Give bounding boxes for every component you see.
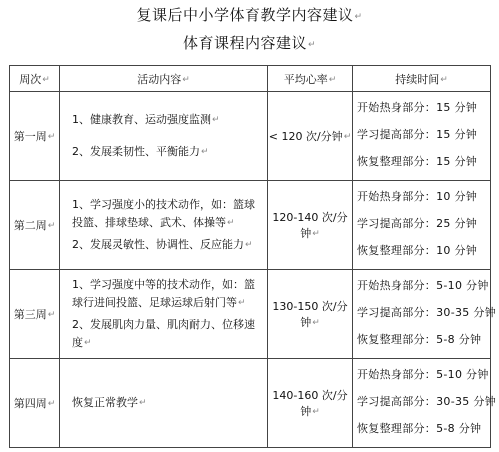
activity-item <box>72 196 263 232</box>
duration-cell <box>353 92 491 181</box>
paragraph-mark-icon: ↵ <box>354 12 363 22</box>
activity-item <box>72 111 263 129</box>
heart-rate-cell <box>268 92 353 181</box>
week-cell <box>10 270 60 359</box>
duration-item: 恢复整理部分：15 分钟 <box>357 155 478 168</box>
duration-item: 开始热身部分：15 分钟 <box>357 101 478 114</box>
duration-cell <box>353 181 491 270</box>
heart-rate-value: < 120 次/分钟 <box>268 130 343 143</box>
header-week-label: 周次 <box>19 72 42 86</box>
paragraph-mark-icon: ↵ <box>139 398 147 408</box>
paragraph-mark-icon: ↵ <box>312 229 320 239</box>
paragraph-mark-icon: ↵ <box>343 132 352 142</box>
paragraph-mark-icon: ↵ <box>47 221 56 231</box>
heart-rate-value: 140-160 次/分钟 <box>272 389 348 418</box>
table-row <box>10 92 491 181</box>
heart-rate-value: 120-140 次/分钟 <box>272 211 348 240</box>
paragraph-mark-icon: ↵ <box>227 218 235 228</box>
duration-item: 开始热身部分：10 分钟 <box>357 190 478 203</box>
activity-text: 1、学习强度中等的技术动作，如：篮球行进间投篮、足球运球后射门等 <box>72 278 255 309</box>
paragraph-mark-icon: ↵ <box>312 407 320 417</box>
paragraph-mark-icon: ↵ <box>440 74 448 85</box>
activity-item <box>72 143 263 161</box>
paragraph-mark-icon: ↵ <box>182 74 190 85</box>
paragraph-mark-icon: ↵ <box>47 399 56 409</box>
activities-cell <box>60 270 268 359</box>
header-activities <box>60 66 268 92</box>
table-row <box>10 359 491 448</box>
header-duration-label: 持续时间 <box>395 72 440 86</box>
duration-item: 恢复整理部分：5-8 分钟 <box>357 333 482 346</box>
activities-cell <box>60 181 268 270</box>
week-label: 第一周 <box>13 130 47 143</box>
activity-item <box>72 394 263 412</box>
paragraph-mark-icon: ↵ <box>42 74 50 85</box>
duration-cell <box>353 270 496 359</box>
header-duration <box>353 66 491 92</box>
activity-text: 2、发展肌肉力量、肌肉耐力、位移速度 <box>72 318 255 349</box>
week-cell <box>10 359 60 448</box>
activity-item <box>72 236 263 254</box>
activity-item <box>72 316 263 352</box>
header-week <box>10 66 60 92</box>
activity-text: 2、发展灵敏性、协调性、反应能力 <box>72 238 244 251</box>
week-cell <box>10 181 60 270</box>
week-label: 第二周 <box>13 219 47 232</box>
document-subtitle-text: 体育课程内容建议 <box>182 34 307 52</box>
paragraph-mark-icon: ↵ <box>312 318 320 328</box>
activities-cell <box>60 92 268 181</box>
duration-item: 学习提高部分：30-35 分钟 <box>357 395 496 408</box>
table-row <box>10 270 491 359</box>
activity-text: 恢复正常教学 <box>72 396 138 409</box>
paragraph-mark-icon: ↵ <box>201 147 209 157</box>
duration-item: 开始热身部分：5-10 分钟 <box>357 368 489 381</box>
heart-rate-cell <box>268 181 353 270</box>
paragraph-mark-icon: ↵ <box>328 74 337 85</box>
activities-cell <box>60 359 268 448</box>
heart-rate-value: 130-150 次/分钟 <box>272 300 348 329</box>
paragraph-mark-icon: ↵ <box>245 240 253 250</box>
paragraph-mark-icon: ↵ <box>307 40 317 50</box>
duration-item: 恢复整理部分：5-8 分钟 <box>357 422 482 435</box>
document-title-text: 复课后中小学体育教学内容建议 <box>136 6 354 24</box>
week-cell <box>10 92 60 181</box>
activity-item <box>72 276 263 312</box>
activity-text: 1、健康教育、运动强度监测 <box>72 113 211 126</box>
header-heart-rate-label: 平均心率 <box>283 72 328 86</box>
activity-text: 1、学习强度小的技术动作，如：篮球投篮、排球垫球、武术、体操等 <box>72 198 255 229</box>
paragraph-mark-icon: ↵ <box>84 338 92 348</box>
header-heart-rate <box>268 66 353 92</box>
week-label: 第三周 <box>13 308 47 321</box>
duration-item: 学习提高部分：30-35 分钟 <box>357 306 496 319</box>
duration-item: 学习提高部分：15 分钟 <box>357 128 478 141</box>
table-header-row <box>10 66 491 92</box>
heart-rate-cell <box>268 270 353 359</box>
course-plan-table <box>9 65 496 448</box>
table-row <box>10 181 491 270</box>
duration-item: 恢复整理部分：10 分钟 <box>357 244 478 257</box>
paragraph-mark-icon: ↵ <box>47 310 56 320</box>
paragraph-mark-icon: ↵ <box>238 298 246 308</box>
duration-cell <box>353 359 496 448</box>
week-label: 第四周 <box>13 397 47 410</box>
document-subtitle <box>0 34 499 54</box>
duration-item: 开始热身部分：5-10 分钟 <box>357 279 489 292</box>
paragraph-mark-icon: ↵ <box>47 132 56 142</box>
header-activities-label: 活动内容 <box>137 72 182 86</box>
document-title <box>0 6 499 26</box>
heart-rate-cell <box>268 359 353 448</box>
paragraph-mark-icon: ↵ <box>212 115 220 125</box>
duration-item: 学习提高部分：25 分钟 <box>357 217 478 230</box>
activity-text: 2、发展柔韧性、平衡能力 <box>72 145 200 158</box>
